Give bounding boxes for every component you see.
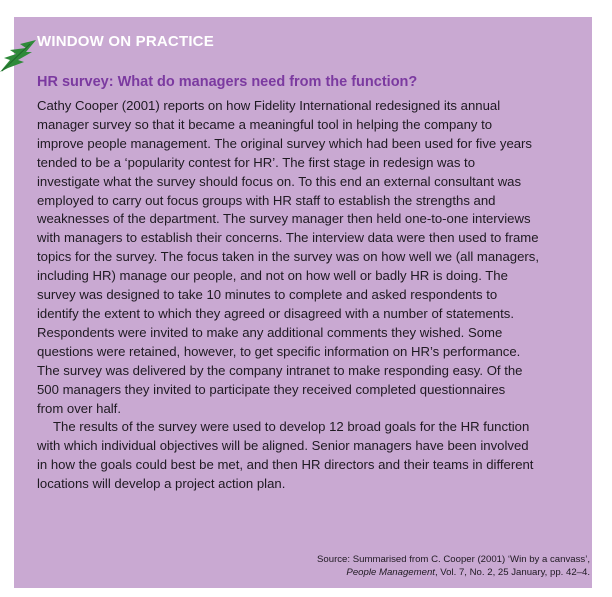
source-citation [317, 553, 590, 579]
text-line: locations will develop a project action plan. [37, 476, 286, 492]
section-header: WINDOW ON PRACTICE [37, 33, 214, 50]
article-title: HR survey: What do managers need from the function? [37, 74, 418, 90]
text-line: tended to be a ‘popularity contest for HR’. The first stage in redesign was to [37, 154, 476, 170]
text-line: questions were retained, however, to get specific information on HR’s performance. [37, 343, 521, 359]
text-line: identify the extent to which they agreed or disagreed with a number of statements. [37, 305, 514, 321]
text-line: from over half. [37, 400, 121, 416]
text-line: including HR) manage our people, and not on how well or badly HR is doing. The [37, 268, 508, 284]
text-line: improve people management. The original survey which had been used for five years [37, 135, 533, 151]
text-line: 500 managers they invited to participate they received completed questionnaires [37, 381, 506, 397]
text-line: survey was designed to take 10 minutes to complete and asked respondents to [37, 287, 498, 303]
text-line: in how the goals could best be met, and then HR directors and their teams in different [37, 457, 534, 473]
text-line: weaknesses of the department. The survey manager then held one-to-one interviews [37, 211, 531, 227]
text-line: Respondents were invited to make any additional comments they wished. Some [37, 324, 503, 340]
leaf-icon [0, 38, 36, 76]
text-line: The results of the survey were used to develop 12 broad goals for the HR function [53, 419, 530, 435]
text-line: with which individual objectives will be aligned. Senior managers have been involved [37, 438, 529, 454]
source-line-2 [317, 566, 590, 579]
journal-name: People Management [346, 567, 435, 578]
text-line: employed to carry out focus groups with HR staff to establish the strengths and [37, 192, 496, 208]
text-line: manager survey so that it became a meaningful tool in helping the company to [37, 116, 493, 132]
journal-details: , Vol. 7, No. 2, 25 January, pp. 42–4. [434, 567, 590, 578]
text-line: The survey was delivered by the company intranet to make responding easy. Of the [37, 362, 523, 378]
text-line: Cathy Cooper (2001) reports on how Fidelity International redesigned its annual [37, 98, 501, 113]
text-line: topics for the survey. The focus taken in the survey was on how well we (all managers, [37, 249, 540, 265]
article-body [37, 97, 588, 494]
paragraph-1 [37, 97, 588, 418]
paragraph-2 [37, 418, 588, 494]
text-line: investigate what the survey should focus on. To this end an external consultant was [37, 173, 522, 189]
text-line: with managers to establish their concerns. The interview data were then used to frame [37, 230, 539, 246]
source-line-1: Source: Summarised from C. Cooper (2001) ‘Win by a canvass’, [317, 554, 590, 565]
